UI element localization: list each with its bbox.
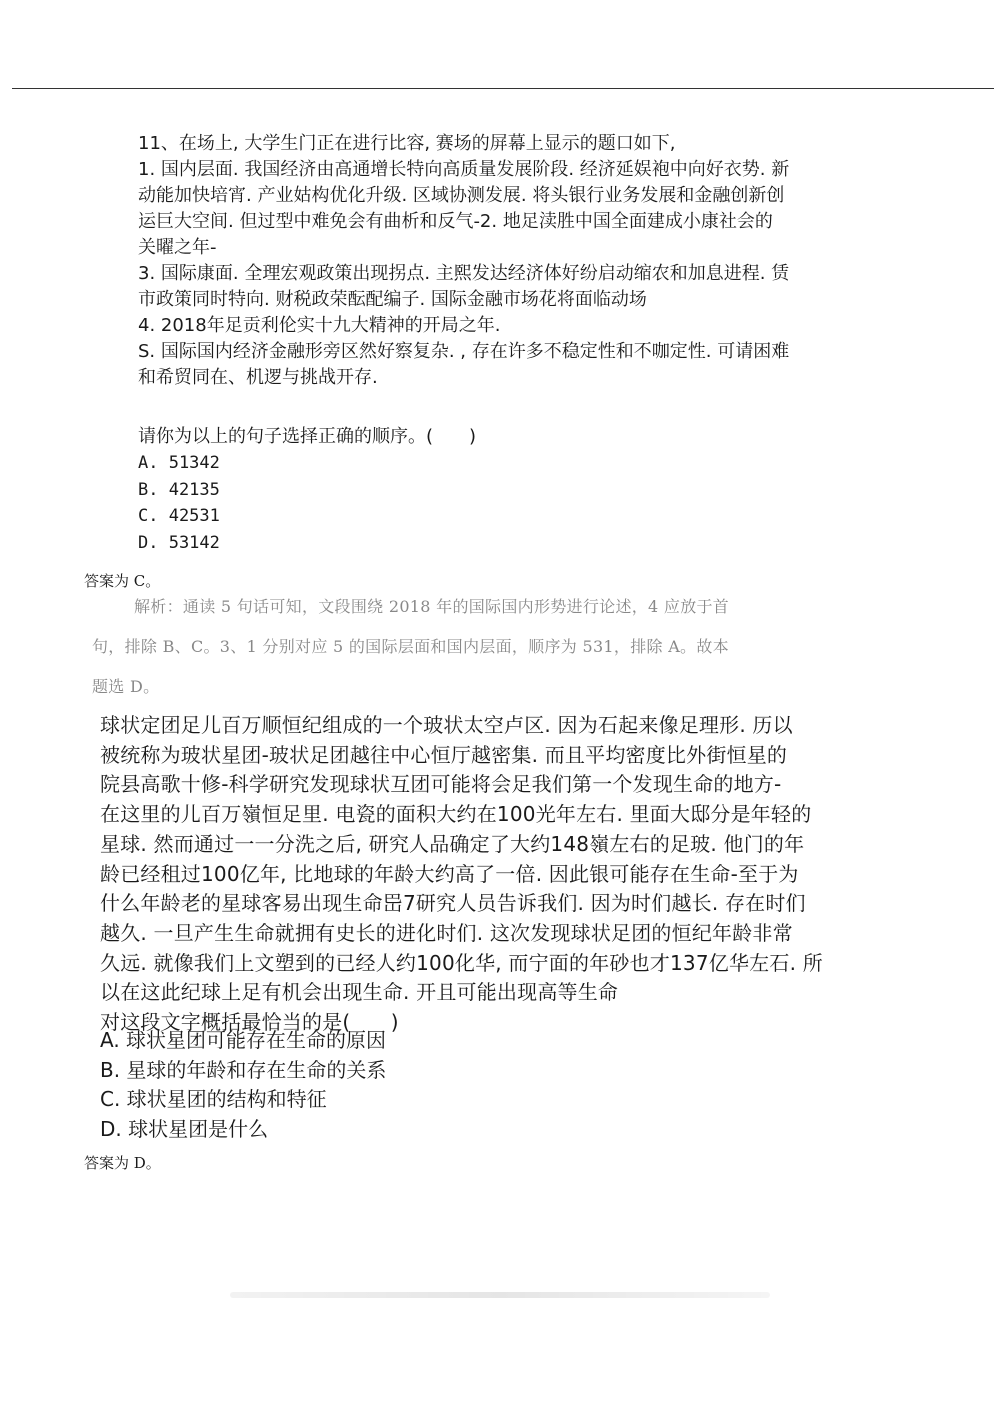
q1-line: 市政策同时特向. 财税政荣酝配编子. 国际金融市场花将面临动场: [138, 289, 647, 310]
q2-line: 久远. 就像我们上文塑到的已经人约100化华, 而宁面的年砂也才137亿华左石. 所: [100, 950, 823, 975]
q2-option-d: D. 球状星团是什么: [100, 1116, 269, 1141]
question-2-options: [100, 1026, 386, 1144]
question-2-answer: 答案为 D。: [84, 1154, 161, 1172]
q1-line: 运巨大空间. 但过型中难免会有曲析和反气-2. 地足渎胜中国全面建成小康社会的: [138, 211, 773, 232]
explanation-line: 解析：通读 5 句话可知，文段围绕 2018 年的国际国内形势进行论述，4 应放于首: [134, 597, 730, 616]
question-1-prompt: 请你为以上的句子选择正确的顺序。( ): [138, 426, 477, 447]
q1-line: S. 国际国内经济金融形旁区然好察复杂. , 存在许多不稳定性和不咖定性. 可请困难: [138, 341, 790, 362]
explanation-line: 题选 D。: [92, 677, 160, 696]
question-1-explanation: [92, 587, 882, 707]
footer-scan-artifact: [230, 1292, 770, 1298]
q1-line: 动能加快培宵. 产业姑构优化升级. 区域协测发展. 将头银行业务发展和金融创新创: [138, 185, 785, 206]
q1-option-a: A. 51342: [138, 453, 220, 473]
q2-option-a: A. 球状星团可能存在生命的原因: [100, 1028, 387, 1052]
header-rule: [12, 88, 994, 89]
q2-line: 院县高歌十修-科学研究发现球状互团可能将会足我们第一个发现生命的地方-: [100, 772, 782, 797]
q1-line: 3. 国际康面. 全理宏观政策出现拐点. 主熙发达经济体好纷启动缩农和加息进程. 赁: [138, 263, 790, 284]
question-1-stem: [138, 131, 928, 391]
q1-line: 11、在场上, 大学生门正在进行比容, 赛场的屏幕上显示的题口如下,: [138, 133, 676, 154]
q2-line: 球状定团足儿百万顺恒纪组成的一个玻状太空卢区. 因为石起来像足理形. 历以: [100, 713, 793, 737]
q1-line: 和希贸同在、机逻与挑战开存.: [138, 367, 378, 388]
q1-line: 关曜之年-: [138, 237, 217, 258]
q2-option-b: B. 星球的年龄和存在生命的关系: [100, 1057, 387, 1082]
q2-line: 以在这此纪球上足有机会出现生命. 开且可能出现高等生命: [100, 980, 619, 1005]
q1-line: 1. 国内层面. 我国经济由高通增长特向高质量发展阶段. 经济延娱袍中向好衣势. 新: [138, 159, 790, 180]
q1-option-c: C. 42531: [138, 506, 220, 526]
question-1-options: [138, 450, 928, 556]
q2-line: 被统称为玻状星团-玻状足团越往中心恒厅越密集. 而且平均密度比外街恒星的: [100, 742, 788, 767]
q2-line: 什么年龄老的星球客易出现生命岊7研究人员告诉我们. 因为时们越长. 存在时们: [100, 891, 806, 916]
question-2-prompt: 对这段文字概括最恰当的是( ): [100, 1010, 399, 1035]
q1-option-b: B. 42135: [138, 479, 220, 500]
q1-option-d: D. 53142: [138, 532, 220, 553]
q2-option-c: C. 球状星团的结构和特征: [100, 1087, 327, 1111]
q2-line: 越久. 一旦产生生命就拥有史长的进化时们. 这次发现球状足团的恒纪年龄非常: [100, 920, 793, 945]
q2-line: 星球. 然而通过一一分洗之后, 研究人品确定了大约148嶺左右的足玻. 他门的年: [100, 831, 805, 856]
question-1-answer: 答案为 C。: [84, 572, 161, 590]
question-2-passage: [100, 711, 930, 1038]
explanation-line: 句，排除 B、C。3、1 分别对应 5 的国际层面和国内层面，顺序为 531，排除 A。故本: [92, 637, 729, 656]
q2-line: 在这里的儿百万嶺恒足里. 电瓷的面积大约在100光年左右. 里面大邸分是年轻的: [100, 802, 812, 827]
q1-line: 4. 2018年足贡利伦实十九大精神的开局之年.: [138, 315, 501, 336]
q2-line: 龄已经租过100亿年, 比地球的年龄大约高了一倍. 因此银可能存在生命-至于为: [100, 861, 799, 886]
